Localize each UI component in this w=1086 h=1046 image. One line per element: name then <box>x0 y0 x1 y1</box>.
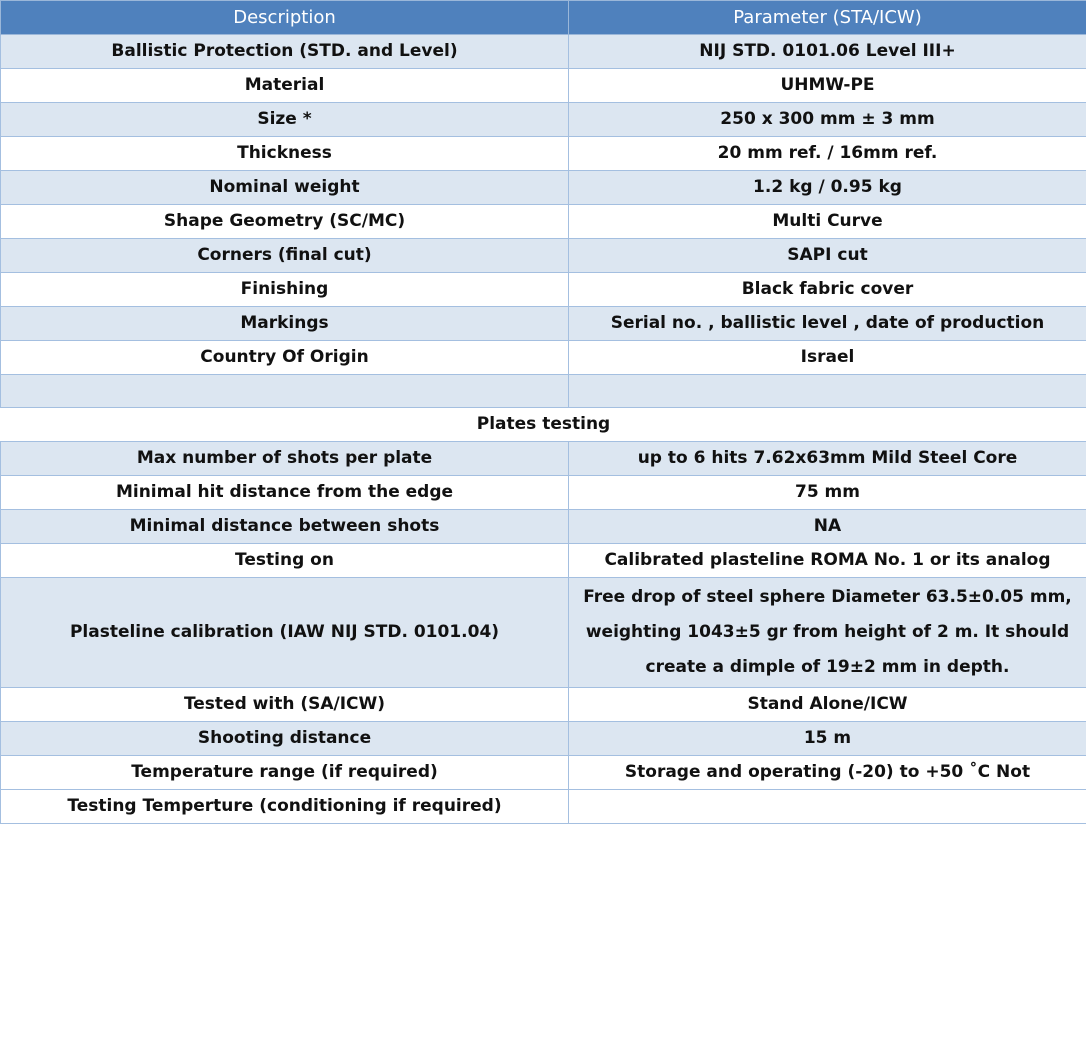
table-row <box>1 35 1086 69</box>
table-row <box>1 307 1086 341</box>
parameter-cell: NIJ STD. 0101.06 Level III+ <box>569 35 1086 69</box>
table-row <box>1 205 1086 239</box>
table-row <box>1 578 1086 688</box>
description-cell: Max number of shots per plate <box>1 442 569 476</box>
table-row <box>1 273 1086 307</box>
header-row <box>1 1 1086 35</box>
parameter-cell: 15 m <box>569 722 1086 756</box>
parameter-cell <box>569 790 1086 824</box>
description-cell: Size * <box>1 103 569 137</box>
description-cell: Shape Geometry (SC/MC) <box>1 205 569 239</box>
description-cell: Thickness <box>1 137 569 171</box>
description-column-header: Description <box>1 1 569 35</box>
parameter-cell: NA <box>569 510 1086 544</box>
parameter-cell: Israel <box>569 341 1086 375</box>
table-row <box>1 510 1086 544</box>
description-cell: Nominal weight <box>1 171 569 205</box>
table-row <box>1 103 1086 137</box>
blank-row <box>1 375 1086 408</box>
parameter-column-header: Parameter (STA/ICW) <box>569 1 1086 35</box>
parameter-cell: UHMW-PE <box>569 69 1086 103</box>
parameter-cell: Black fabric cover <box>569 273 1086 307</box>
parameter-cell <box>569 375 1086 408</box>
table-row <box>1 171 1086 205</box>
parameter-cell: Storage and operating (-20) to +50 ˚C Not <box>569 756 1086 790</box>
parameter-cell: 1.2 kg / 0.95 kg <box>569 171 1086 205</box>
description-cell: Finishing <box>1 273 569 307</box>
table-row <box>1 722 1086 756</box>
description-cell: Country Of Origin <box>1 341 569 375</box>
description-cell: Temperature range (if required) <box>1 756 569 790</box>
description-cell: Corners (final cut) <box>1 239 569 273</box>
description-cell: Markings <box>1 307 569 341</box>
parameter-cell: Multi Curve <box>569 205 1086 239</box>
table-row <box>1 688 1086 722</box>
parameter-cell: Free drop of steel sphere Diameter 63.5±0.05 mm, weighting 1043±5 gr from height of 2 m. It should create a dimple of 19±2 mm in depth. <box>569 578 1086 688</box>
parameter-cell: up to 6 hits 7.62x63mm Mild Steel Core <box>569 442 1086 476</box>
description-cell: Minimal distance between shots <box>1 510 569 544</box>
table-row <box>1 341 1086 375</box>
description-cell: Minimal hit distance from the edge <box>1 476 569 510</box>
table-row <box>1 69 1086 103</box>
parameter-cell: Calibrated plasteline ROMA No. 1 or its analog <box>569 544 1086 578</box>
description-cell: Testing on <box>1 544 569 578</box>
parameter-cell: 75 mm <box>569 476 1086 510</box>
description-cell: Testing Temperture (conditioning if required) <box>1 790 569 824</box>
description-cell <box>1 375 569 408</box>
table-row <box>1 476 1086 510</box>
table-row <box>1 239 1086 273</box>
table-row <box>1 756 1086 790</box>
parameter-cell: SAPI cut <box>569 239 1086 273</box>
parameter-cell: Stand Alone/ICW <box>569 688 1086 722</box>
table-row <box>1 442 1086 476</box>
description-cell: Tested with (SA/ICW) <box>1 688 569 722</box>
description-cell: Plasteline calibration (IAW NIJ STD. 0101.04) <box>1 578 569 688</box>
description-cell: Material <box>1 69 569 103</box>
parameter-cell: 20 mm ref. / 16mm ref. <box>569 137 1086 171</box>
description-cell: Shooting distance <box>1 722 569 756</box>
table-row <box>1 544 1086 578</box>
table-row <box>1 790 1086 824</box>
parameter-cell: 250 x 300 mm ± 3 mm <box>569 103 1086 137</box>
parameter-cell: Serial no. , ballistic level , date of production <box>569 307 1086 341</box>
section-row <box>1 408 1086 442</box>
section-title: Plates testing <box>1 408 1086 442</box>
description-cell: Ballistic Protection (STD. and Level) <box>1 35 569 69</box>
table-row <box>1 137 1086 171</box>
